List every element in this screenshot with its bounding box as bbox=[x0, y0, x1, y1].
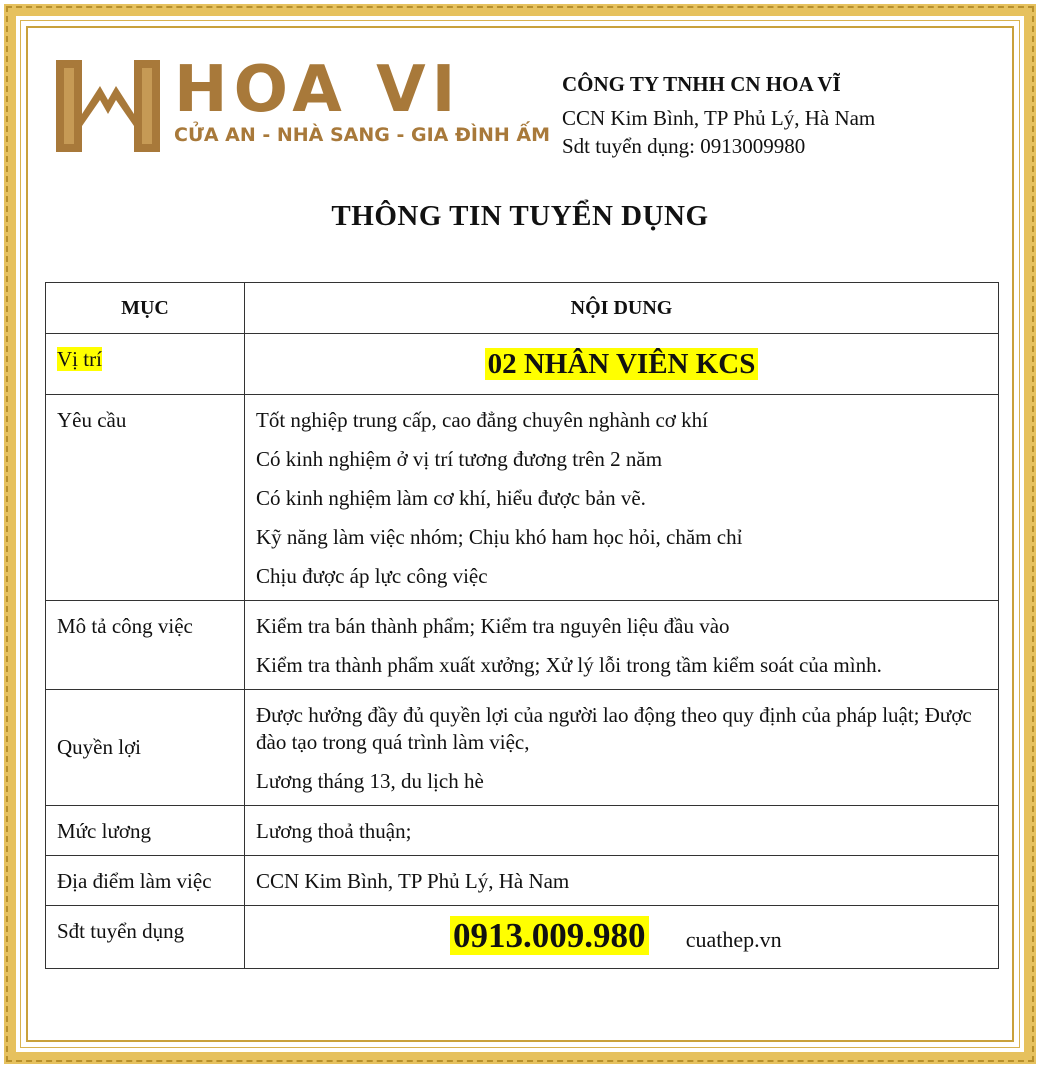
requirement-item: Chịu được áp lực công việc bbox=[256, 564, 488, 588]
logo-wordmark: HOA VI bbox=[174, 53, 462, 127]
benefits-label: Quyền lợi bbox=[57, 735, 142, 759]
requirements-label: Yêu cầu bbox=[57, 408, 127, 432]
requirement-item: Có kinh nghiệm ở vị trí tương đương trên 2 năm bbox=[256, 447, 663, 471]
logo-slogan: CỬA AN - NHÀ SANG - GIA ĐÌNH ẤM bbox=[174, 124, 550, 146]
salary-label: Mức lương bbox=[57, 819, 151, 843]
company-address: CCN Kim Bình, TP Phủ Lý, Hà Nam bbox=[562, 106, 876, 130]
company-logo bbox=[52, 52, 550, 164]
contact-value-cell bbox=[245, 906, 999, 969]
contact-label: Sđt tuyển dụng bbox=[57, 919, 185, 943]
benefits-list bbox=[245, 690, 999, 806]
table-row-benefits bbox=[46, 690, 999, 806]
requirement-item: Tốt nghiệp trung cấp, cao đẳng chuyên nghành cơ khí bbox=[256, 408, 708, 432]
company-name: CÔNG TY TNHH CN HOA VĨ bbox=[562, 72, 841, 96]
benefit-item: Lương tháng 13, du lịch hè bbox=[256, 769, 484, 793]
table-row-location bbox=[46, 856, 999, 906]
location-label: Địa điểm làm việc bbox=[57, 869, 212, 893]
recruitment-phone: 0913.009.980 bbox=[450, 916, 649, 955]
header-category: MỤC bbox=[46, 283, 245, 334]
salary-value: Lương thoả thuận; bbox=[256, 819, 412, 843]
document-title: THÔNG TIN TUYỂN DỤNG bbox=[331, 200, 709, 232]
requirement-item: Kỹ năng làm việc nhóm; Chịu khó ham học hỏi, chăm chỉ bbox=[256, 525, 743, 549]
table-row-position bbox=[46, 334, 999, 395]
description-list bbox=[245, 601, 999, 690]
description-label: Mô tả công việc bbox=[57, 614, 193, 638]
requirement-item: Có kinh nghiệm làm cơ khí, hiểu được bản vẽ. bbox=[256, 486, 646, 510]
position-label-cell bbox=[46, 334, 245, 395]
location-value: CCN Kim Bình, TP Phủ Lý, Hà Nam bbox=[256, 869, 570, 893]
table-row-contact bbox=[46, 906, 999, 969]
requirements-list bbox=[245, 395, 999, 601]
table-row-requirements bbox=[46, 395, 999, 601]
description-item: Kiểm tra thành phẩm xuất xưởng; Xử lý lỗi trong tầm kiểm soát của mình. bbox=[256, 653, 882, 677]
company-info bbox=[562, 70, 875, 160]
header-content: NỘI DUNG bbox=[245, 283, 999, 334]
job-info-table bbox=[45, 282, 999, 969]
table-row-salary bbox=[46, 806, 999, 856]
website-text: cuathep.vn bbox=[685, 927, 782, 952]
table-row-description bbox=[46, 601, 999, 690]
hw-monogram-icon bbox=[52, 56, 164, 156]
description-item: Kiểm tra bán thành phẩm; Kiểm tra nguyên liệu đầu vào bbox=[256, 614, 730, 638]
company-phone: Sdt tuyển dụng: 0913009980 bbox=[562, 134, 806, 158]
benefit-item: Được hưởng đầy đủ quyền lợi của người lao động theo quy định của pháp luật; Được đào tạo trong quá trình làm việc, bbox=[256, 703, 972, 754]
position-value: 02 NHÂN VIÊN KCS bbox=[485, 348, 759, 380]
position-value-cell bbox=[245, 334, 999, 395]
position-label: Vị trí bbox=[57, 347, 102, 371]
table-header-row bbox=[46, 283, 999, 334]
